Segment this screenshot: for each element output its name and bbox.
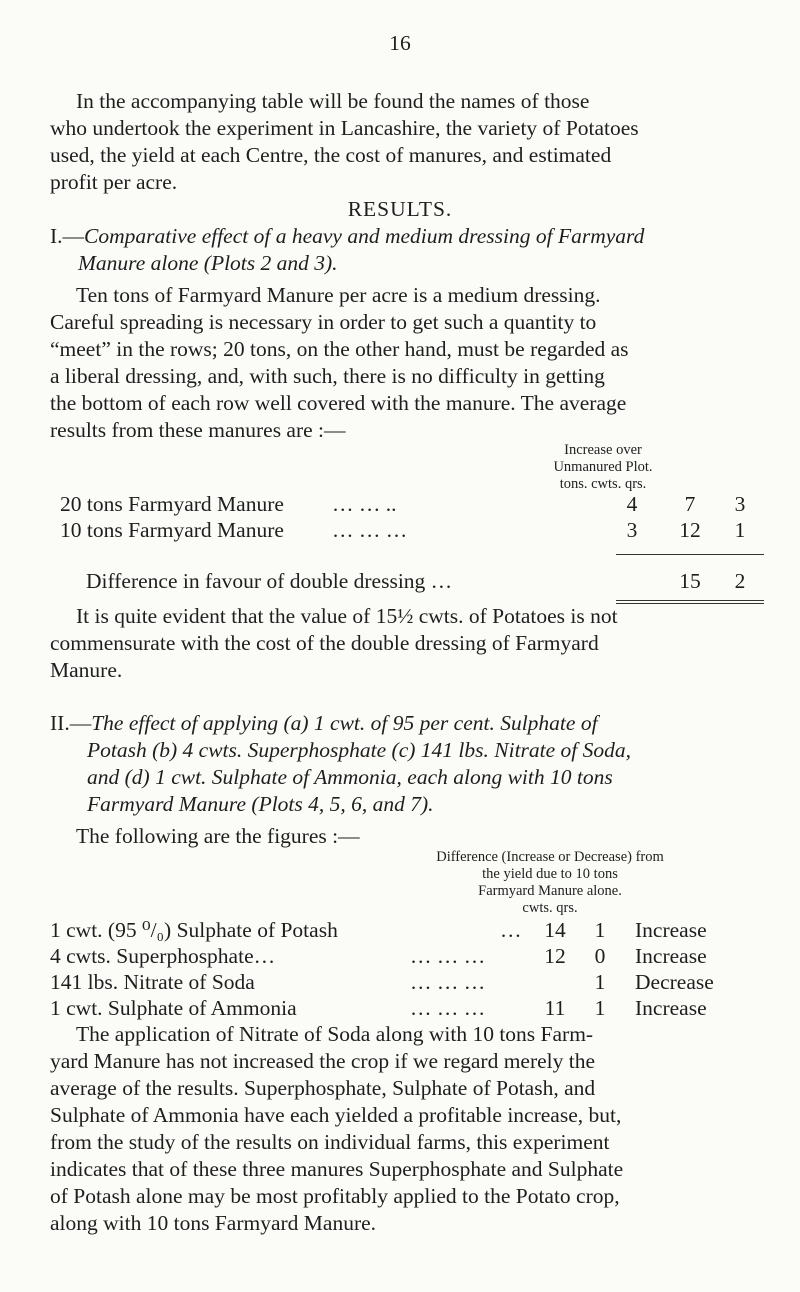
section1-conclusion-line: commensurate with the cost of the double dressing of Farmyard <box>50 631 599 655</box>
table2-cell-qrs: 1 <box>594 996 606 1020</box>
table1-row-leader: … … .. <box>332 492 397 516</box>
table2-cell-cwts: 11 <box>544 996 566 1020</box>
difference-label: Difference in favour of double dressing … <box>86 569 453 593</box>
table1-cell-qrs: 1 <box>734 518 746 542</box>
page-number: 16 <box>389 31 411 55</box>
difference-cwts: 15 <box>679 569 701 593</box>
section1-body-line: results from these manures are :— <box>50 418 346 442</box>
intro-line: profit per acre. <box>50 170 178 194</box>
intro-line: used, the yield at each Centre, the cost of manures, and estimated <box>50 143 612 167</box>
section2-body-line: indicates that of these three manures Superphosphate and Sulphate <box>50 1157 624 1181</box>
section2-body-line: yard Manure has not increased the crop if we regard merely the <box>50 1049 596 1073</box>
results-heading: RESULTS. <box>347 197 453 221</box>
table2-row-leader: … … … <box>410 996 486 1020</box>
table1-cell-cwts: 7 <box>684 492 696 516</box>
table2-row-leader: … … … <box>410 970 486 994</box>
table2-cell-qrs: 0 <box>594 944 606 968</box>
table2-row-leader: … … … <box>410 944 486 968</box>
table2-cell-effect: Decrease <box>635 970 714 994</box>
section2-body-line: along with 10 tons Farmyard Manure. <box>50 1211 377 1235</box>
section1-conclusion-line: Manure. <box>50 658 123 682</box>
section2-lead-in: The following are the figures :— <box>76 824 360 848</box>
section2-body-line: average of the results. Superphosphate, Sulphate of Potash, and <box>50 1076 596 1100</box>
section1-body-line: a liberal dressing, and, with such, there is no difficulty in getting <box>50 364 605 388</box>
table1-row-label: 10 tons Farmyard Manure <box>60 518 284 542</box>
sum-rule <box>616 554 764 555</box>
section2-title-line: Farmyard Manure (Plots 4, 5, 6, and 7). <box>87 792 434 816</box>
section1-title <box>50 226 644 248</box>
table2-row-label: 1 cwt. Sulphate of Ammonia <box>50 996 297 1020</box>
section1-body-line: Ten tons of Farmyard Manure per acre is a medium dressing. <box>76 283 601 307</box>
table2-header-line: the yield due to 10 tons <box>482 866 618 882</box>
difference-qrs: 2 <box>734 569 746 593</box>
section1-body-line: Careful spreading is necessary in order to get such a quantity to <box>50 310 597 334</box>
section2-body-line: The application of Nitrate of Soda along with 10 tons Farm- <box>76 1022 594 1046</box>
section1-conclusion-line: It is quite evident that the value of 15½ cwts. of Potatoes is not <box>76 604 618 628</box>
table1-row-leader: … … … <box>332 518 408 542</box>
table2-row-label: 141 lbs. Nitrate of Soda <box>50 970 255 994</box>
table2-cell-effect: Increase <box>635 996 707 1020</box>
table1-cell-qrs: 3 <box>734 492 746 516</box>
section2-title-line: Potash (b) 4 cwts. Superphosphate (c) 141 lbs. Nitrate of Soda, <box>87 738 632 762</box>
table1-header-line: Unmanured Plot. <box>553 459 653 475</box>
section2-body-line: from the study of the results on individual farms, this experiment <box>50 1130 610 1154</box>
table2-row-label: 4 cwts. Superphosphate… <box>50 944 276 968</box>
table1-header-line: Increase over <box>564 442 642 458</box>
table2-row-label: 1 cwt. (95 ⁰/₀) Sulphate of Potash <box>50 918 338 942</box>
table1-cell-tons: 4 <box>626 492 638 516</box>
section1-body-line: the bottom of each row well covered with the manure. The average <box>50 391 627 415</box>
section2-number: II.— <box>50 711 92 735</box>
section2-title-line: The effect of applying (a) 1 cwt. of 95 per cent. Sulphate of <box>91 711 598 735</box>
section1-title-line: Manure alone (Plots 2 and 3). <box>78 251 338 275</box>
intro-line: In the accompanying table will be found the names of those <box>76 89 590 113</box>
table2-header-line: Difference (Increase or Decrease) from <box>436 849 664 865</box>
total-double-rule <box>616 600 764 604</box>
intro-line: who undertook the experiment in Lancashire, the variety of Potatoes <box>50 116 639 140</box>
table2-cell-effect: Increase <box>635 918 707 942</box>
section2-title-line: and (d) 1 cwt. Sulphate of Ammonia, each along with 10 tons <box>87 765 613 789</box>
section2-body-line: Sulphate of Ammonia have each yielded a profitable increase, but, <box>50 1103 622 1127</box>
table2-header-line: Farmyard Manure alone. <box>478 883 622 899</box>
table1-cell-cwts: 12 <box>679 518 701 542</box>
table1-row-label: 20 tons Farmyard Manure <box>60 492 284 516</box>
table1-header-line: tons. cwts. qrs. <box>559 476 647 492</box>
section1-title-line: Comparative effect of a heavy and medium dressing of Farmyard <box>84 224 645 248</box>
table2-cell-qrs: 1 <box>594 918 606 942</box>
table2-row-leader: … <box>500 918 522 942</box>
section1-number: I.— <box>50 224 85 248</box>
section2-title <box>50 713 598 735</box>
table1-cell-tons: 3 <box>626 518 638 542</box>
table2-cell-cwts: 12 <box>544 944 566 968</box>
table2-header-line: cwts. qrs. <box>522 900 578 916</box>
table2-cell-cwts: 14 <box>544 918 566 942</box>
section1-body-line: “meet” in the rows; 20 tons, on the other hand, must be regarded as <box>50 337 629 361</box>
table2-cell-effect: Increase <box>635 944 707 968</box>
table2-cell-qrs: 1 <box>594 970 606 994</box>
section2-body-line: of Potash alone may be most profitably applied to the Potato crop, <box>50 1184 620 1208</box>
